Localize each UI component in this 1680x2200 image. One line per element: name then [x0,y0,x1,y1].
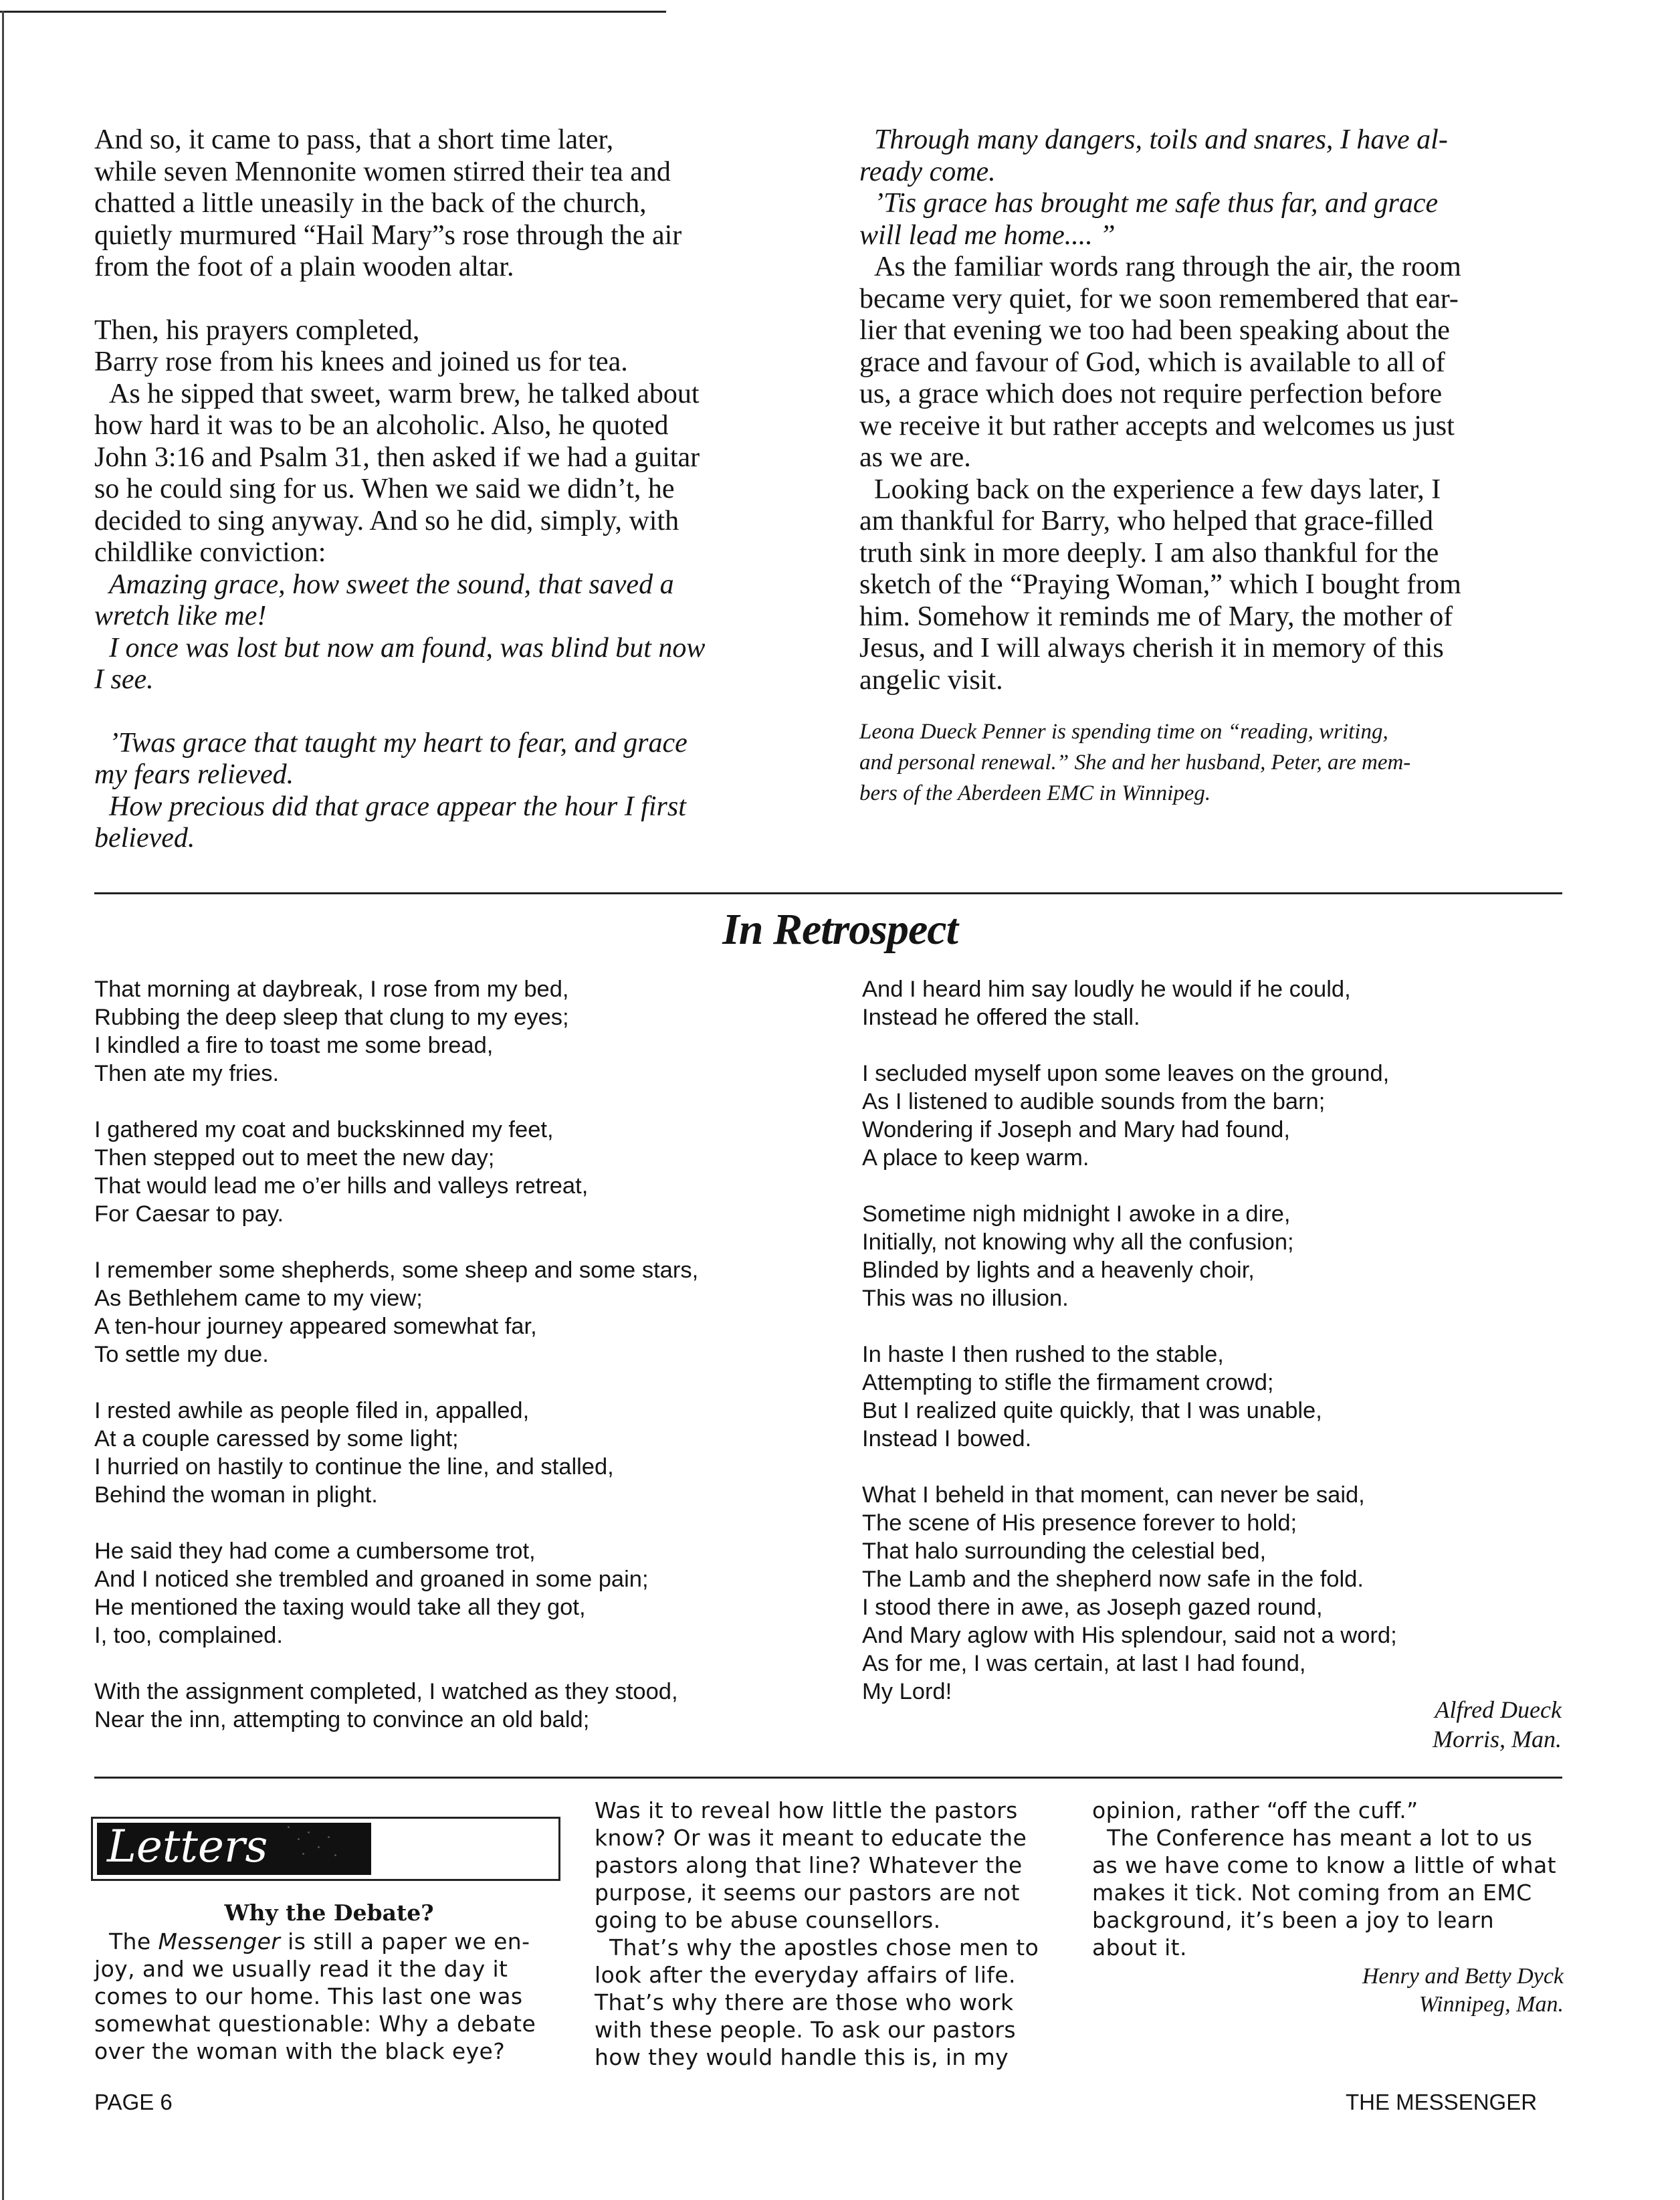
poem-line: In haste I then rushed to the stable, [862,1342,1224,1367]
poem-right-column [862,975,1563,1706]
letter-line: how they would handle this is, in my [595,2044,1009,2070]
article-line: became very quiet, for we soon remembered that ear- [859,283,1459,314]
top-rule [0,11,666,13]
article-line: him. Somehow it reminds me of Mary, the mother of [859,601,1453,632]
article-line: from the foot of a plain wooden altar. [94,252,514,282]
poem-line: The scene of His presence forever to hold; [862,1510,1297,1536]
hymn-line: believed. [94,823,195,854]
article-line: as we are. [859,442,971,473]
letter-line: look after the everyday affairs of life. [595,1962,1016,1988]
letter-line: That’s why there are those who work [595,1989,1014,2015]
page-number: PAGE 6 [94,2090,173,2114]
article-line: Looking back on the experience a few days later, I [874,474,1441,505]
poem-line: Then stepped out to meet the new day; [94,1145,495,1171]
letter-line: as we have come to know a little of what [1092,1852,1556,1878]
left-rule [2,11,4,2200]
poem-line: That morning at daybreak, I rose from my bed, [94,977,569,1002]
letter-line: over the woman with the black eye? [94,2038,506,2064]
poem-line: And I heard him say loudly he would if he could, [862,977,1351,1002]
poem-line: Attempting to stifle the firmament crowd; [862,1370,1274,1395]
poem-line: Instead he offered the stall. [862,1005,1140,1030]
article-line: Barry rose from his knees and joined us for tea. [94,346,628,377]
article-right-column [859,124,1568,809]
letter-line: with these people. To ask our pastors [595,2017,1016,2043]
letter-line-start: The [109,1928,159,1955]
letter-author-location: Winnipeg, Man. [1419,1992,1564,2017]
stanza [94,1537,837,1649]
letter-line-end: is still a paper we en- [280,1928,530,1955]
stanza [94,1256,837,1369]
poem-line: He mentioned the taxing would take all they got, [94,1595,586,1620]
poem-line: I rested awhile as people filed in, appalled, [94,1398,530,1423]
stanza [94,1116,837,1228]
poem-line: I gathered my coat and buckskinned my feet, [94,1117,554,1142]
letter-line: pastors along that line? Whatever the [595,1852,1023,1878]
poem-line: Initially, not knowing why all the confusion; [862,1229,1294,1255]
article-line: while seven Mennonite women stirred their tea and [94,156,671,187]
poem-line: And Mary aglow with His splendour, said not a word; [862,1623,1397,1648]
letter-line: somewhat questionable: Why a debate [94,2011,536,2037]
letter-line: The Conference has meant a lot to us [1107,1825,1533,1851]
poem-line: At a couple caressed by some light; [94,1426,459,1452]
poem-line: I stood there in awe, as Joseph gazed round, [862,1595,1323,1620]
poem-line: And I noticed she trembled and groaned in some pain; [94,1567,649,1592]
poem-line: The Lamb and the shepherd now safe in the fold. [862,1567,1364,1592]
poem-line: Instead I bowed. [862,1426,1032,1452]
article-line: we receive it but rather accepts and welcomes us just [859,410,1455,441]
hymn-line: my fears relieved. [94,759,294,790]
author-bio-line: Leona Dueck Penner is spending time on “reading, writing, [859,720,1388,744]
article-line: As he sipped that sweet, warm brew, he talked about [109,378,700,409]
poem-line: Behind the woman in plight. [94,1482,378,1508]
article-line: chatted a little uneasily in the back of the church, [94,188,647,219]
letter-line: Was it to reveal how little the pastors [595,1797,1018,1823]
letter-author: Henry and Betty Dyck [1362,1964,1564,1989]
letters-divider [94,1777,1562,1779]
letter-line: opinion, rather “off the cuff.” [1092,1797,1419,1823]
section-divider [94,892,1562,894]
poem-line: To settle my due. [94,1342,269,1367]
article-line: childlike conviction: [94,537,326,568]
letter-line: purpose, it seems our pastors are not [595,1880,1020,1906]
poem-line: This was no illusion. [862,1286,1069,1311]
hymn-line: Amazing grace, how sweet the sound, that saved a [109,569,674,600]
poem-line: What I beheld in that moment, can never be said, [862,1482,1365,1508]
letters-column-3 [1092,1797,1564,2019]
poem-author-location: Morris, Man. [1432,1726,1562,1753]
poem-line: Wondering if Joseph and Mary had found, [862,1117,1290,1142]
poem-line: Rubbing the deep sleep that clung to my eyes; [94,1005,569,1030]
poem-line: That would lead me o’er hills and valleys retreat, [94,1173,589,1199]
letters-column-1 [94,1898,564,2065]
author-bio-line: bers of the Aberdeen EMC in Winnipeg. [859,781,1211,805]
poem-line: With the assignment completed, I watched as they stood, [94,1679,678,1704]
hymn-line: wretch like me! [94,601,267,631]
publication-name: Messenger [158,1928,281,1955]
publication-footer: THE MESSENGER [1346,2090,1538,2114]
letter-title: Why the Debate? [224,1900,434,1926]
article-line: grace and favour of God, which is available to all of [859,346,1445,378]
stanza [862,1060,1563,1172]
hymn-line: ’Tis grace has brought me safe thus far, and grace [874,188,1439,219]
letter-line: joy, and we usually read it the day it [94,1956,508,1982]
letter-line: background, it’s been a joy to learn [1092,1907,1495,1933]
article-line: sketch of the “Praying Woman,” which I bought from [859,569,1461,600]
hymn-line: How precious did that grace appear the hour I first [109,791,686,822]
hymn-line: I once was lost but now am found, was blind but now [109,632,706,664]
poem-line: As for me, I was certain, at last I had found, [862,1651,1306,1676]
poem-line: I kindled a fire to toast me some bread, [94,1033,494,1058]
hymn-line: Through many dangers, toils and snares, I have al- [874,124,1448,155]
poem-line: I hurried on hastily to continue the line, and stalled, [94,1454,614,1480]
stanza [94,1678,837,1734]
article-line: decided to sing anyway. And so he did, simply, with [94,505,679,536]
hymn-line: I see. [94,664,154,695]
article-line: am thankful for Barry, who helped that grace-filled [859,506,1433,536]
stanza [94,1397,837,1509]
hymn-line: ’Twas grace that taught my heart to fear, and grace [109,727,688,759]
letter-line: makes it tick. Not coming from an EMC [1092,1880,1532,1906]
article-line: Then, his prayers completed, [94,314,420,346]
poem-title: In Retrospect [722,905,958,954]
poem-line: As Bethlehem came to my view; [94,1286,423,1311]
poem-line: For Caesar to pay. [94,1201,284,1227]
article-line: lier that evening we too had been speaking about the [859,315,1450,346]
letter-line: know? Or was it meant to educate the [595,1825,1027,1851]
article-line: so he could sing for us. When we said we didn’t, he [94,474,675,504]
poem-line: I secluded myself upon some leaves on the ground, [862,1061,1390,1086]
poem-signature [1204,1695,1562,1754]
poem-line: Then ate my fries. [94,1061,280,1086]
stanza [862,1200,1563,1312]
letter-line: about it. [1092,1934,1187,1961]
article-line: truth sink in more deeply. I am also thankful for the [859,537,1439,569]
poem-author: Alfred Dueck [1435,1696,1562,1723]
poem-line: Blinded by lights and a heavenly choir, [862,1258,1255,1283]
letter-line: comes to our home. This last one was [94,1983,523,2009]
article-line: us, a grace which does not require perfection before [859,379,1443,409]
poem-line: He said they had come a cumbersome trot, [94,1538,536,1564]
letter-line [94,1928,564,1955]
poem-line: Near the inn, attempting to convince an old bald; [94,1707,590,1732]
stanza [862,1340,1563,1453]
article-line: quietly murmured “Hail Mary”s rose through the air [94,219,682,251]
letter-line: going to be abuse counsellors. [595,1907,941,1933]
poem-left-column [94,975,837,1762]
letters-heading: Letters [107,1821,268,1872]
stanza [862,1481,1563,1706]
poem-line: I remember some shepherds, some sheep and some stars, [94,1258,699,1283]
author-bio-line: and personal renewal.” She and her husband, Peter, are mem- [859,751,1411,775]
poem-line: A place to keep warm. [862,1145,1089,1171]
article-line: As the familiar words rang through the air, the room [874,252,1461,282]
letters-column-2 [595,1797,1066,2071]
hymn-line: will lead me home.... ” [859,219,1116,251]
poem-line: I, too, complained. [94,1623,283,1648]
article-line: John 3:16 and Psalm 31, then asked if we had a guitar [94,441,700,473]
stanza [94,975,837,1088]
hymn-line: ready come. [859,156,996,187]
letter-signature [1092,1963,1564,2019]
letter-line: That’s why the apostles chose men to [609,1934,1039,1961]
poem-line: As I listened to audible sounds from the barn; [862,1089,1326,1114]
article-line: how hard it was to be an alcoholic. Also, he quoted [94,410,669,441]
poem-line: A ten-hour journey appeared somewhat far, [94,1314,537,1339]
article-line: And so, it came to pass, that a short time later, [94,124,614,155]
poem-line: That halo surrounding the celestial bed, [862,1538,1267,1564]
article-line: Jesus, and I will always cherish it in memory of this [859,633,1444,664]
article-line: angelic visit. [859,664,1003,696]
article-left-column [94,124,802,855]
stanza [862,975,1563,1031]
poem-line: But I realized quite quickly, that I was unable, [862,1398,1322,1423]
poem-line: Sometime nigh midnight I awoke in a dire, [862,1201,1291,1227]
poem-line: My Lord! [862,1679,952,1704]
